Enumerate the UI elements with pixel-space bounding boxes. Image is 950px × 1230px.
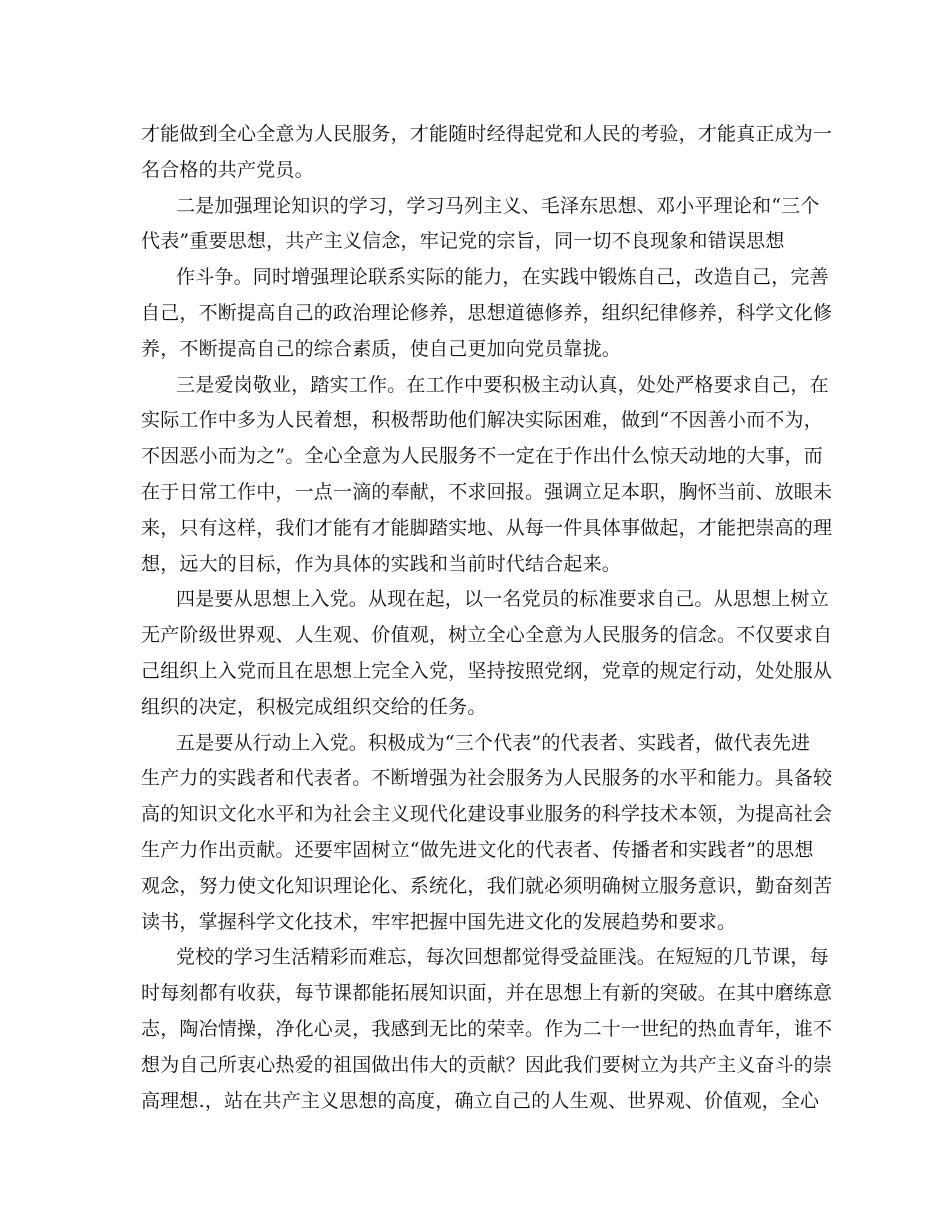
text-line: 二是加强理论知识的学习，学习马列主义、毛泽东思想、邓小平理论和“三个	[176, 194, 820, 217]
text-line: 生产力作出贡献。还要牢固树立“做先进文化的代表者、传播者和实践者”的思想	[141, 838, 814, 861]
text-line: 养，不断提高自己的综合素质，使自己更加向党员靠拢。	[141, 337, 622, 360]
text-line: 作斗争。同时增强理论联系实际的能力，在实践中锻炼自己，改造自己，完善	[176, 266, 829, 289]
text-line: 四是要从思想上入党。从现在起，以一名党员的标准要求自己。从思想上树立	[176, 588, 829, 611]
text-line: 不因恶小而为之”。全心全意为人民服务不一定在于作出什么惊天动地的大事，而	[141, 445, 823, 468]
text-line: 组织的决定，积极完成组织交给的任务。	[141, 695, 487, 718]
text-line: 时每刻都有收获，每节课都能拓展知识面，并在思想上有新的突破。在其中磨练意	[141, 982, 833, 1005]
text-line: 自己，不断提高自己的政治理论修养，思想道德修养，组织纪律修养，科学文化修	[141, 301, 833, 324]
text-line: 想为自己所衷心热爱的祖国做出伟大的贡献？因此我们要树立为共产主义奋斗的崇	[141, 1053, 833, 1076]
text-line: 才能做到全心全意为人民服务，才能随时经得起党和人民的考验，才能真正成为一	[141, 123, 833, 145]
text-line: 观念，努力使文化知识理论化、系统化，我们就必须明确树立服务意识，勤奋刻苦	[141, 874, 833, 897]
text-line: 读书，掌握科学文化技术，牢牢把握中国先进文化的发展趋势和要求。	[141, 910, 737, 933]
text-line: 高的知识文化水平和为社会主义现代化建设事业服务的科学技术本领，为提高社会	[141, 803, 833, 826]
text-line: 想，远大的目标，作为具体的实践和当前时代结合起来。	[141, 552, 622, 575]
text-line: 生产力的实践者和代表者。不断增强为社会服务为人民服务的水平和能力。具备较	[141, 767, 833, 790]
text-line: 名合格的共产党员。	[141, 158, 314, 181]
text-line: 实际工作中多为人民着想，积极帮助他们解决实际困难，做到“不因善小而不为，	[141, 409, 823, 432]
text-line: 代表”重要思想，共产主义信念，牢记党的宗旨，同一切不良现象和错误思想	[141, 230, 785, 253]
document-body	[141, 117, 833, 1119]
text-line: 五是要从行动上入党。积极成为“三个代表”的代表者、实践者，做代表先进	[176, 731, 811, 754]
text-line: 志，陶冶情操，净化心灵，我感到无比的荣幸。作为二十一世纪的热血青年，谁不	[141, 1017, 833, 1040]
text-line: 己组织上入党而且在思想上完全入党，坚持按照党纲，党章的规定行动，处处服从	[141, 659, 833, 682]
text-line: 来，只有这样，我们才能有才能脚踏实地、从每一件具体事做起，才能把崇高的理	[141, 516, 833, 539]
text-line: 无产阶级世界观、人生观、价值观，树立全心全意为人民服务的信念。不仅要求自	[141, 624, 833, 647]
text-line: 在于日常工作中，一点一滴的奉献，不求回报。强调立足本职，胸怀当前、放眼未	[141, 480, 833, 503]
text-line: 党校的学习生活精彩而难忘，每次回想都觉得受益匪浅。在短短的几节课，每	[176, 946, 829, 969]
text-line: 三是爱岗敬业，踏实工作。在工作中要积极主动认真，处处严格要求自己，在	[176, 373, 829, 396]
text-line: 高理想.，站在共产主义思想的高度，确立自己的人生观、世界观、价值观，全心	[141, 1089, 820, 1112]
